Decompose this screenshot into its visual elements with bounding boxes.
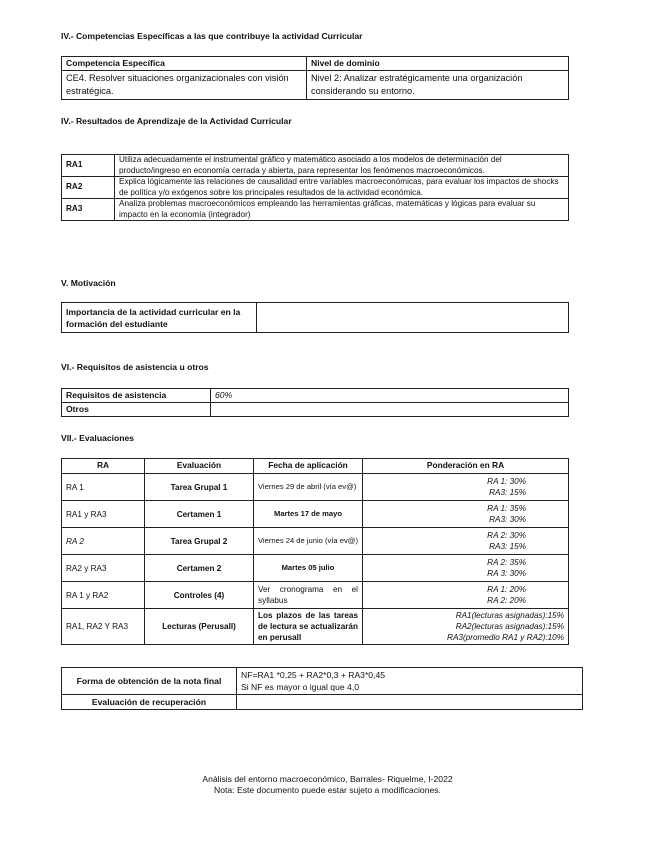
motivacion-label: Importancia de la actividad curricular en la formación del estudiante (62, 303, 257, 333)
ponderacion-line: RA3(promedio RA1 y RA2):10% (447, 633, 564, 642)
ponderacion-line: RA 1: 20% (487, 585, 526, 594)
table-row (62, 177, 569, 199)
evaluaciones-table (61, 458, 569, 645)
asistencia-label: Requisitos de asistencia (62, 389, 211, 403)
table-row (62, 199, 569, 221)
ra-cell: RA1, RA2 Y RA3 (62, 609, 145, 645)
fecha-cell: Martes 17 de mayo (254, 501, 363, 528)
motivacion-table (61, 302, 569, 333)
requisitos-heading: VI.- Requisitos de asistencia u otros (61, 362, 209, 372)
ra-cell: RA1 y RA3 (62, 501, 145, 528)
ponderacion-cell (363, 609, 569, 645)
ra-description: Explica lógicamente las relaciones de causalidad entre variables macroeconómicas, para evaluar los impactos de shocks de política y/o exógenos sobre los principales resultados de la actividad económica. (115, 177, 569, 199)
evaluacion-cell: Certamen 1 (145, 501, 254, 528)
evaluacion-cell: Certamen 2 (145, 555, 254, 582)
ra-description: Analiza problemas macroeconómicos empleando las herramientas gráficas, matemáticas y lógicas para evaluar su impacto en la economía (integrador) (115, 199, 569, 221)
table-row (62, 474, 569, 501)
ra-code: RA1 (62, 155, 115, 177)
ponderacion-line: RA2(lecturas asignadas):15% (455, 622, 564, 631)
fecha-cell: Viernes 29 de abril (vía ev@) (254, 474, 363, 501)
resultados-table (61, 154, 569, 221)
ra-cell: RA2 y RA3 (62, 555, 145, 582)
evaluacion-cell: Lecturas (Perusall) (145, 609, 254, 645)
table-row (62, 555, 569, 582)
ra-cell: RA 1 (62, 474, 145, 501)
ra-cell: RA 1 y RA2 (62, 582, 145, 609)
ponderacion-line: RA3: 15% (489, 542, 526, 551)
column-header-ponderacion: Ponderación en RA (363, 459, 569, 474)
fecha-cell: Martes 05 julio (254, 555, 363, 582)
nota-final-label: Forma de obtención de la nota final (62, 668, 237, 695)
evaluacion-cell: Tarea Grupal 1 (145, 474, 254, 501)
recuperacion-value (237, 695, 583, 710)
ponderacion-line: RA3: 15% (489, 488, 526, 497)
ponderacion-line: RA 2: 30% (487, 531, 526, 540)
nivel-header: Nivel de dominio (307, 57, 569, 71)
nota-final-formula (237, 668, 583, 695)
nivel-cell: Nivel 2: Analizar estratégicamente una organización considerando su entorno. (307, 71, 569, 100)
fecha-cell: Los plazos de las tareas de lectura se actualizarán en perusall (254, 609, 363, 645)
ponderacion-cell (363, 582, 569, 609)
competencia-header: Competencia Específica (62, 57, 307, 71)
table-row (62, 501, 569, 528)
evaluacion-cell: Tarea Grupal 2 (145, 528, 254, 555)
ponderacion-line: RA 1: 30% (487, 477, 526, 486)
formula-condition: Si NF es mayor o igual que 4,0 (241, 682, 359, 692)
fecha-cell: Viernes 24 de junio (vía ev@) (254, 528, 363, 555)
motivacion-heading: V. Motivación (61, 278, 116, 288)
ponderacion-cell (363, 501, 569, 528)
ra-cell: RA 2 (62, 528, 145, 555)
evaluacion-cell: Controles (4) (145, 582, 254, 609)
footer-line-2: Nota: Este documento puede estar sujeto a modificaciones. (214, 785, 441, 795)
otros-label: Otros (62, 403, 211, 417)
requisitos-table (61, 388, 569, 417)
evaluaciones-heading: VII.- Evaluaciones (61, 433, 135, 443)
resultados-heading: IV.- Resultados de Aprendizaje de la Actividad Curricular (61, 116, 292, 126)
ponderacion-cell (363, 555, 569, 582)
competencias-heading: IV.- Competencias Específicas a las que contribuye la actividad Curricular (61, 31, 363, 41)
column-header-ra: RA (62, 459, 145, 474)
otros-value (211, 403, 569, 417)
table-row (62, 528, 569, 555)
nota-final-table (61, 667, 583, 710)
competencias-table (61, 56, 569, 100)
footer-line-1: Análisis del entorno macroeconómico, Barrales- Riquelme, I-2022 (202, 774, 453, 784)
column-header-fecha: Fecha de aplicación (254, 459, 363, 474)
ponderacion-line: RA 3: 30% (487, 569, 526, 578)
recuperacion-label: Evaluación de recuperación (62, 695, 237, 710)
ra-description: Utiliza adecuadamente el instrumental gráfico y matemático asociado a los modelos de determinación del producto/ingreso en economía cerrada y abierta, para representar los fenómenos macroeconómicos. (115, 155, 569, 177)
ponderacion-line: RA 2: 35% (487, 558, 526, 567)
ponderacion-line: RA3: 30% (489, 515, 526, 524)
motivacion-value (257, 303, 569, 333)
ra-code: RA3 (62, 199, 115, 221)
ra-code: RA2 (62, 177, 115, 199)
table-row (62, 155, 569, 177)
fecha-cell: Ver cronograma en el syllabus (254, 582, 363, 609)
asistencia-value: 60% (211, 389, 569, 403)
table-row (62, 609, 569, 645)
table-row (62, 582, 569, 609)
ponderacion-cell (363, 474, 569, 501)
ponderacion-cell (363, 528, 569, 555)
competencia-cell: CE4. Resolver situaciones organizacionales con visión estratégica. (62, 71, 307, 100)
ponderacion-line: RA 1: 35% (487, 504, 526, 513)
ponderacion-line: RA1(lecturas asignadas):15% (455, 611, 564, 620)
formula-line: NF=RA1 *0,25 + RA2*0,3 + RA3*0,45 (241, 670, 386, 680)
ponderacion-line: RA 2: 20% (487, 596, 526, 605)
column-header-evaluacion: Evaluación (145, 459, 254, 474)
